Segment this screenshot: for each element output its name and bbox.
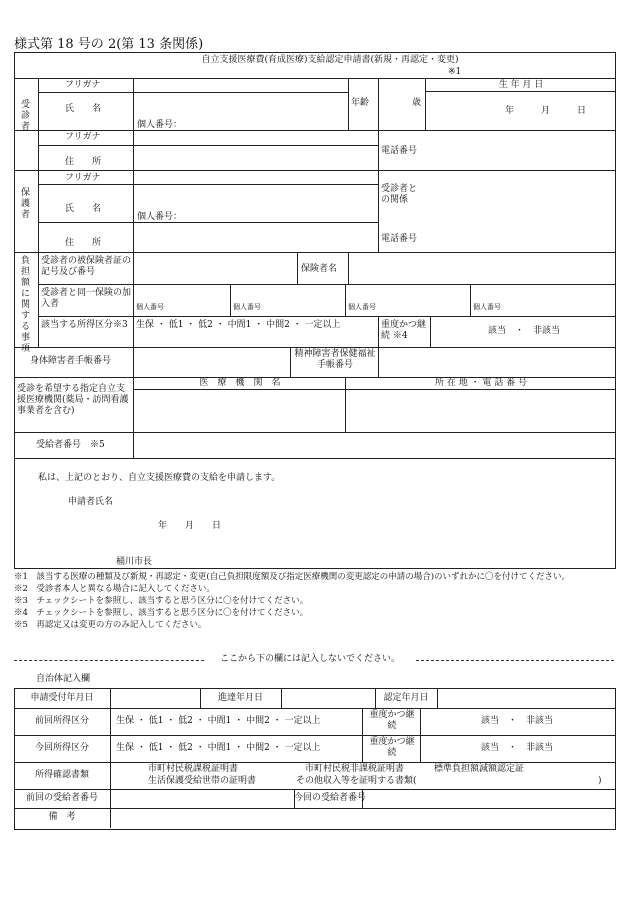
kojin-4-label: 個人番号	[473, 303, 501, 311]
form-number: 様式第 18 号の 2(第 13 条関係)	[14, 37, 204, 52]
income-docs-label: 所得確認書類	[34, 770, 89, 780]
remarks-label: 備 考	[48, 812, 76, 822]
note-3: ※3 チェックシートを参照し、該当すると思う区分に〇を付けてください。	[14, 596, 309, 606]
guardian-phone-label: 電話番号	[381, 234, 418, 244]
note-5: ※5 再認定又は変更の方のみ記入してください。	[14, 620, 207, 630]
prev-income-options: 生保 ・ 低1 ・ 低2 ・ 中間1 ・ 中間2 ・ 一定以上	[116, 716, 321, 726]
notes	[14, 571, 614, 631]
age-label: 年齢	[351, 98, 370, 108]
insurer-label: 保険者名	[301, 264, 338, 274]
title-note: ※1	[448, 67, 462, 77]
application-date: 年 月 日	[158, 521, 222, 531]
disability-handbook-label: 身体障害者手帳番号	[30, 356, 112, 366]
note-4: ※4 チェックシートを参照し、該当すると思う区分に〇を付けてください。	[14, 608, 309, 618]
patient-section-label: 受診者	[20, 100, 30, 132]
doc-other-close: )	[598, 776, 602, 786]
birthdate-fields: 年 月 日	[505, 106, 587, 116]
guardian-furigana-label: フリガナ	[65, 173, 101, 183]
facility-address-header: 所 在 地 ・ 電 話 番 号	[434, 378, 528, 388]
kojin-3-label: 個人番号	[348, 303, 376, 311]
prev-severe-label: 重度かつ継続	[369, 710, 415, 731]
prev-income-label: 前回所得区分	[34, 716, 89, 726]
patient-name-label: 氏 名	[65, 104, 102, 114]
patient-furigana-label: フリガナ	[65, 80, 101, 90]
received-date-label: 申請受付年月日	[30, 693, 94, 703]
form-title: 自立支援医療費(育成医療)支給認定申請書(新規・再認定・変更)	[201, 55, 459, 65]
declaration-text: 私は、上記のとおり、自立支援医療費の支給を申請します。	[38, 473, 281, 483]
doc-nontax-certificate: 市町村民税非課税証明書	[305, 764, 405, 774]
doc-reduction-certificate: 標準負担額減額認定証	[434, 764, 525, 774]
cur-income-options: 生保 ・ 低1 ・ 低2 ・ 中間1 ・ 中間2 ・ 一定以上	[116, 743, 321, 753]
guardian-name-label: 氏 名	[65, 204, 102, 214]
relation-label: 受診者との関係	[381, 184, 418, 205]
certified-date-label: 認定年月日	[383, 693, 429, 703]
cur-income-label: 今回所得区分	[34, 743, 89, 753]
kojin-1-label: 個人番号	[136, 303, 164, 311]
patient-phone-label: 電話番号	[381, 146, 418, 156]
cur-recipient-no-label: 今回の受給者番号	[294, 793, 367, 803]
sent-date-label: 進達年月日	[217, 693, 263, 703]
office-section-title: 自治体記入欄	[36, 674, 91, 684]
severe-label: 重度かつ継続 ※4	[381, 320, 427, 341]
cur-severe-label: 重度かつ継続	[369, 737, 415, 758]
guardian-section-label: 保護者	[20, 188, 30, 220]
patient-kojin-label: 個人番号：	[137, 120, 183, 130]
mental-handbook-label: 精神障害者保健福祉手帳番号	[294, 349, 376, 370]
burden-section-label: 負担額に関する事項	[20, 256, 30, 354]
doc-other: その他収入等を証明する書類(	[296, 776, 417, 786]
patient-address-label: 住 所	[65, 157, 102, 167]
kojin-2-label: 個人番号	[233, 303, 261, 311]
prev-severe-options: 該当 ・ 非該当	[480, 716, 553, 726]
note-2: ※2 受診者本人と異なる場合に記入してください。	[14, 584, 215, 594]
income-class-label: 該当する所得区分※3	[41, 320, 128, 330]
guardian-address-label: 住 所	[65, 238, 102, 248]
cur-severe-options: 該当 ・ 非該当	[480, 743, 553, 753]
facility-label: 受診を希望する指定自立支援医療機関(薬局・訪問看護事業者を含む)	[17, 384, 129, 416]
doc-tax-certificate: 市町村民税課税証明書	[148, 764, 239, 774]
mayor-label: 桶川市長	[116, 557, 153, 567]
severe-options: 該当 ・ 非該当	[487, 326, 560, 336]
age-unit: 歳	[412, 98, 422, 108]
birthdate-header: 生 年 月 日	[498, 80, 544, 90]
facility-name-header: 医 療 機 関 名	[199, 378, 281, 388]
applicant-label: 申請者氏名	[68, 497, 114, 507]
insured-number-label: 受診者の被保険者証の記号及び番号	[41, 256, 132, 277]
same-insurance-label: 受診者と同一保険の加入者	[41, 288, 132, 309]
doc-welfare-certificate: 生活保護受給世帯の証明書	[148, 776, 257, 786]
patient-furigana2-label: フリガナ	[65, 132, 101, 142]
recipient-number-label: 受給者番号 ※5	[36, 440, 105, 450]
note-1: ※1 該当する医療の種類及び新規・再認定・変更(自己負担限度額及び指定医療機関の変更認定の申請の場合)のいずれかに〇を付けてください。	[14, 572, 571, 582]
guardian-kojin-label: 個人番号：	[137, 212, 183, 222]
income-class-options: 生保 ・ 低1 ・ 低2 ・ 中間1 ・ 中間2 ・ 一定以上	[136, 320, 341, 330]
prev-recipient-no-label: 前回の受給者番号	[25, 793, 98, 803]
divider-text: ここから下の欄には記入しないでください。	[219, 654, 400, 664]
